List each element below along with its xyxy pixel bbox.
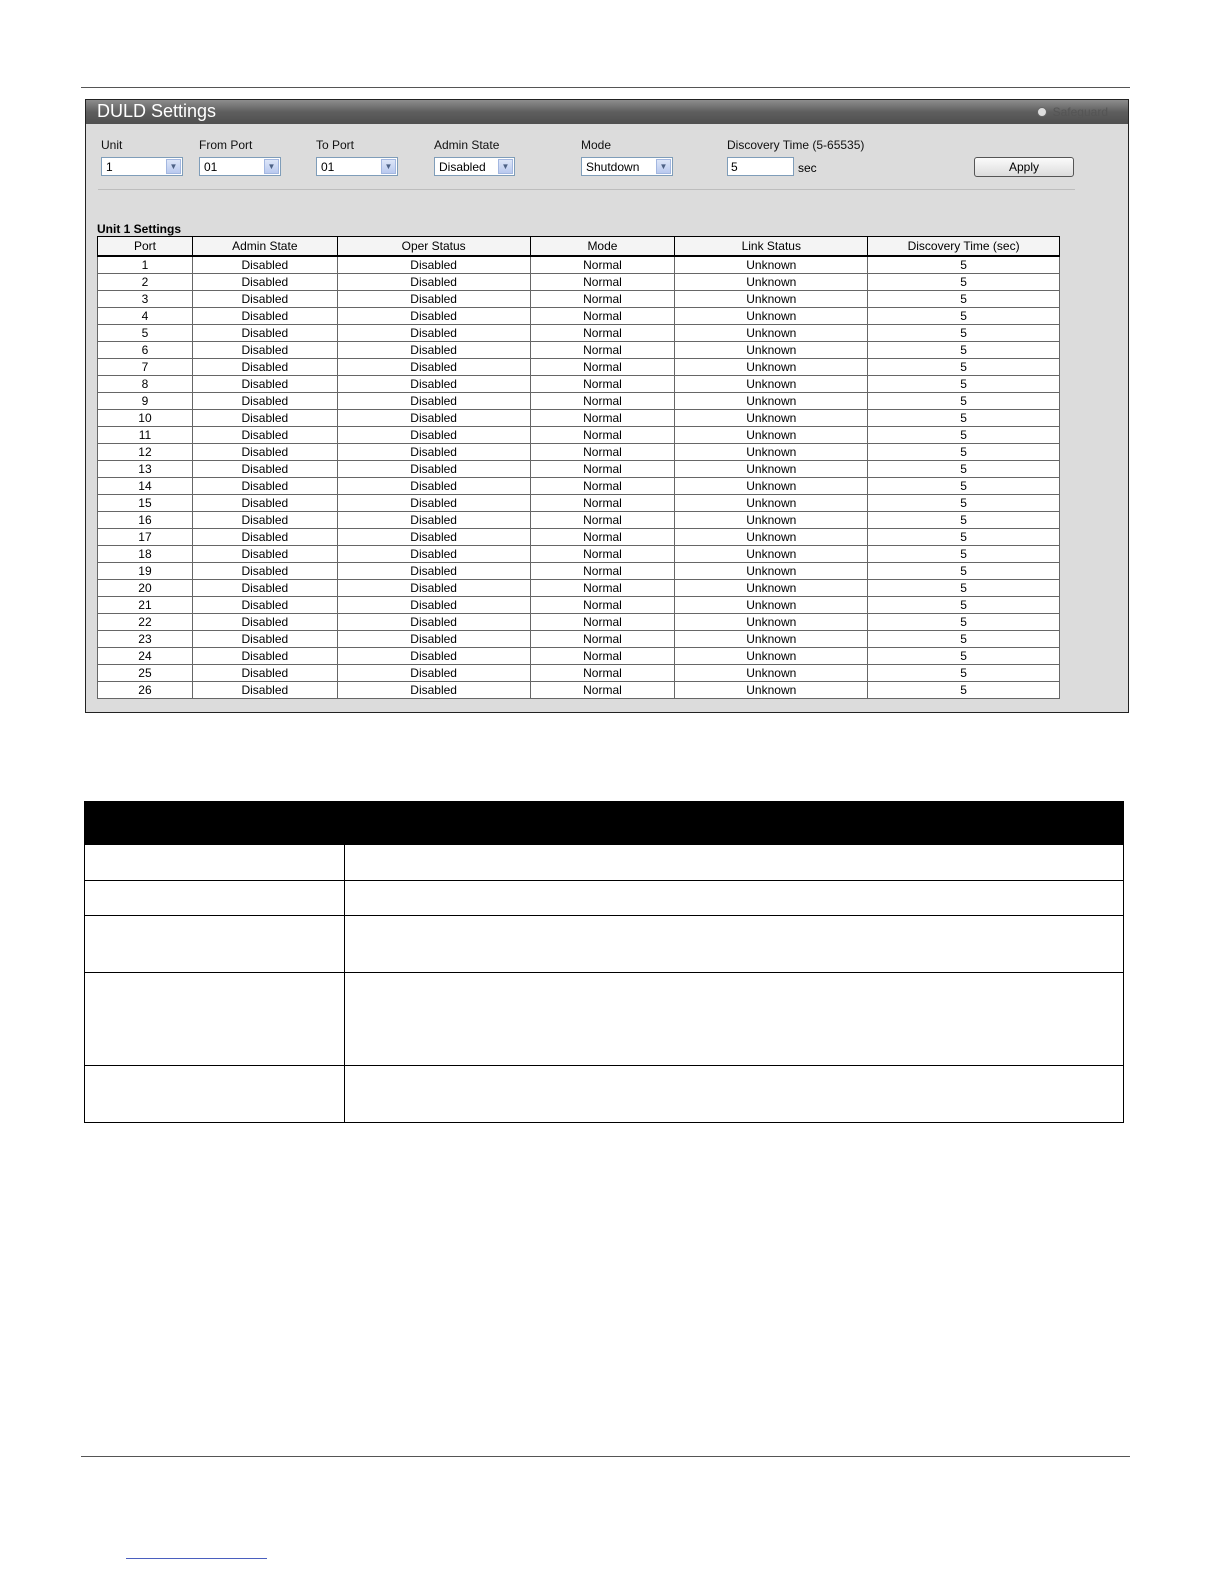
cell-admin-state: Disabled xyxy=(192,597,337,614)
cell-link-status: Unknown xyxy=(675,308,868,325)
chevron-down-icon[interactable]: ▼ xyxy=(498,159,513,174)
cell-oper-status: Disabled xyxy=(337,597,530,614)
cell-admin-state: Disabled xyxy=(192,410,337,427)
cell-admin-state: Disabled xyxy=(192,291,337,308)
cell-admin-state: Disabled xyxy=(192,444,337,461)
cell-mode: Normal xyxy=(530,580,675,597)
table-row xyxy=(98,512,1060,529)
cell-mode: Normal xyxy=(530,342,675,359)
mode-select-value: Shutdown xyxy=(586,160,640,174)
cell-discovery-time: 5 xyxy=(868,580,1060,597)
safeguard-icon xyxy=(1037,107,1047,117)
cell-admin-state: Disabled xyxy=(192,546,337,563)
cell-oper-status: Disabled xyxy=(337,682,530,699)
cell-admin-state: Disabled xyxy=(192,256,337,274)
cell-admin-state: Disabled xyxy=(192,325,337,342)
cell-discovery-time: 5 xyxy=(868,359,1060,376)
table-row xyxy=(98,410,1060,427)
cell-oper-status: Disabled xyxy=(337,444,530,461)
panel-title: DULD Settings xyxy=(97,101,217,121)
table-row xyxy=(98,274,1060,291)
description-row xyxy=(85,1066,1124,1123)
cell-oper-status: Disabled xyxy=(337,376,530,393)
cell-link-status: Unknown xyxy=(675,444,868,461)
cell-link-status: Unknown xyxy=(675,648,868,665)
cell-link-status: Unknown xyxy=(675,359,868,376)
cell-port: 23 xyxy=(98,631,193,648)
cell-link-status: Unknown xyxy=(675,325,868,342)
table-row xyxy=(98,325,1060,342)
cell-admin-state: Disabled xyxy=(192,308,337,325)
duld-port-table xyxy=(97,236,1060,699)
cell-oper-status: Disabled xyxy=(337,580,530,597)
cell-port: 11 xyxy=(98,427,193,444)
cell-discovery-time: 5 xyxy=(868,512,1060,529)
cell-discovery-time: 5 xyxy=(868,631,1060,648)
cell-port: 21 xyxy=(98,597,193,614)
description-table xyxy=(84,801,1124,1123)
cell-mode: Normal xyxy=(530,359,675,376)
safeguard-label: Safeguard xyxy=(1052,105,1108,119)
table-row xyxy=(98,427,1060,444)
column-header-admin-state: Admin State xyxy=(192,237,337,257)
cell-link-status: Unknown xyxy=(675,580,868,597)
to-port-select-value: 01 xyxy=(321,160,335,174)
cell-link-status: Unknown xyxy=(675,529,868,546)
cell-discovery-time: 5 xyxy=(868,308,1060,325)
description-row xyxy=(85,973,1124,1066)
admin-state-label: Admin State xyxy=(434,138,500,152)
cell-oper-status: Disabled xyxy=(337,512,530,529)
discovery-time-input[interactable] xyxy=(727,157,794,176)
cell-oper-status: Disabled xyxy=(337,308,530,325)
table-row xyxy=(98,256,1060,274)
cell-mode: Normal xyxy=(530,614,675,631)
column-header-discovery-time: Discovery Time (sec) xyxy=(868,237,1060,257)
cell-oper-status: Disabled xyxy=(337,614,530,631)
cell-port: 9 xyxy=(98,393,193,410)
cell-mode: Normal xyxy=(530,427,675,444)
cell-mode: Normal xyxy=(530,597,675,614)
cell-discovery-time: 5 xyxy=(868,682,1060,699)
cell-mode: Normal xyxy=(530,444,675,461)
cell-link-status: Unknown xyxy=(675,342,868,359)
cell-link-status: Unknown xyxy=(675,461,868,478)
cell-port: 19 xyxy=(98,563,193,580)
cell-discovery-time: 5 xyxy=(868,427,1060,444)
bottom-rule xyxy=(81,1456,1130,1457)
cell-admin-state: Disabled xyxy=(192,393,337,410)
cell-port: 12 xyxy=(98,444,193,461)
description-row xyxy=(85,845,1124,881)
cell-discovery-time: 5 xyxy=(868,444,1060,461)
cell-admin-state: Disabled xyxy=(192,648,337,665)
cell-link-status: Unknown xyxy=(675,256,868,274)
table-row xyxy=(98,597,1060,614)
cell-port: 25 xyxy=(98,665,193,682)
cell-oper-status: Disabled xyxy=(337,427,530,444)
table-row xyxy=(98,665,1060,682)
unit-settings-title: Unit 1 Settings xyxy=(97,222,182,236)
cell-link-status: Unknown xyxy=(675,376,868,393)
discovery-time-unit: sec xyxy=(798,161,817,175)
cell-link-status: Unknown xyxy=(675,512,868,529)
cell-admin-state: Disabled xyxy=(192,359,337,376)
cell-mode: Normal xyxy=(530,376,675,393)
cell-oper-status: Disabled xyxy=(337,529,530,546)
cell-port: 3 xyxy=(98,291,193,308)
cell-link-status: Unknown xyxy=(675,495,868,512)
description-row xyxy=(85,916,1124,973)
table-row xyxy=(98,359,1060,376)
cell-mode: Normal xyxy=(530,308,675,325)
cell-oper-status: Disabled xyxy=(337,546,530,563)
cell-discovery-time: 5 xyxy=(868,461,1060,478)
cell-admin-state: Disabled xyxy=(192,495,337,512)
cell-discovery-time: 5 xyxy=(868,393,1060,410)
chevron-down-icon[interactable]: ▼ xyxy=(381,159,396,174)
cell-oper-status: Disabled xyxy=(337,325,530,342)
cell-port: 1 xyxy=(98,256,193,274)
table-row xyxy=(98,563,1060,580)
cell-mode: Normal xyxy=(530,563,675,580)
to-port-label: To Port xyxy=(316,138,355,152)
table-row xyxy=(98,631,1060,648)
unit-select[interactable] xyxy=(101,157,183,176)
table-row xyxy=(98,546,1060,563)
table-row xyxy=(98,461,1060,478)
cell-discovery-time: 5 xyxy=(868,256,1060,274)
safeguard-indicator xyxy=(1037,105,1108,119)
cell-mode: Normal xyxy=(530,393,675,410)
cell-link-status: Unknown xyxy=(675,291,868,308)
cell-mode: Normal xyxy=(530,461,675,478)
cell-oper-status: Disabled xyxy=(337,461,530,478)
cell-port: 24 xyxy=(98,648,193,665)
chevron-down-icon[interactable]: ▼ xyxy=(264,159,279,174)
cell-port: 4 xyxy=(98,308,193,325)
top-rule xyxy=(81,87,1130,88)
cell-mode: Normal xyxy=(530,546,675,563)
cell-discovery-time: 5 xyxy=(868,529,1060,546)
cell-link-status: Unknown xyxy=(675,631,868,648)
cell-discovery-time: 5 xyxy=(868,614,1060,631)
cell-admin-state: Disabled xyxy=(192,274,337,291)
cell-link-status: Unknown xyxy=(675,597,868,614)
cell-admin-state: Disabled xyxy=(192,512,337,529)
cell-link-status: Unknown xyxy=(675,614,868,631)
cell-mode: Normal xyxy=(530,512,675,529)
cell-mode: Normal xyxy=(530,291,675,308)
cell-discovery-time: 5 xyxy=(868,325,1060,342)
cell-mode: Normal xyxy=(530,495,675,512)
table-row xyxy=(98,444,1060,461)
cell-discovery-time: 5 xyxy=(868,376,1060,393)
cell-discovery-time: 5 xyxy=(868,597,1060,614)
cell-link-status: Unknown xyxy=(675,665,868,682)
from-port-select-value: 01 xyxy=(204,160,218,174)
cell-port: 17 xyxy=(98,529,193,546)
cell-port: 26 xyxy=(98,682,193,699)
admin-state-select[interactable] xyxy=(434,157,515,176)
cell-link-status: Unknown xyxy=(675,393,868,410)
cell-oper-status: Disabled xyxy=(337,631,530,648)
cell-admin-state: Disabled xyxy=(192,376,337,393)
cell-port: 2 xyxy=(98,274,193,291)
table-row xyxy=(98,495,1060,512)
discovery-time-label: Discovery Time (5-65535) xyxy=(727,138,865,152)
table-row xyxy=(98,393,1060,410)
cell-link-status: Unknown xyxy=(675,563,868,580)
cell-port: 20 xyxy=(98,580,193,597)
cell-admin-state: Disabled xyxy=(192,665,337,682)
panel-header xyxy=(86,100,1128,124)
table-row xyxy=(98,478,1060,495)
cell-discovery-time: 5 xyxy=(868,410,1060,427)
mode-select[interactable] xyxy=(581,157,673,176)
cell-oper-status: Disabled xyxy=(337,410,530,427)
to-port-select[interactable] xyxy=(316,157,398,176)
cell-link-status: Unknown xyxy=(675,478,868,495)
description-header-row xyxy=(85,802,1124,845)
cell-port: 18 xyxy=(98,546,193,563)
unit-select-value: 1 xyxy=(106,160,113,174)
cell-admin-state: Disabled xyxy=(192,631,337,648)
column-header-oper-status: Oper Status xyxy=(337,237,530,257)
cell-discovery-time: 5 xyxy=(868,495,1060,512)
cell-discovery-time: 5 xyxy=(868,342,1060,359)
cell-link-status: Unknown xyxy=(675,274,868,291)
cell-port: 10 xyxy=(98,410,193,427)
table-row xyxy=(98,648,1060,665)
from-port-select[interactable] xyxy=(199,157,281,176)
cell-link-status: Unknown xyxy=(675,427,868,444)
chevron-down-icon[interactable]: ▼ xyxy=(656,159,671,174)
cell-mode: Normal xyxy=(530,410,675,427)
cell-discovery-time: 5 xyxy=(868,478,1060,495)
cell-oper-status: Disabled xyxy=(337,648,530,665)
chevron-down-icon[interactable]: ▼ xyxy=(166,159,181,174)
cell-mode: Normal xyxy=(530,665,675,682)
cell-admin-state: Disabled xyxy=(192,580,337,597)
cell-oper-status: Disabled xyxy=(337,359,530,376)
duld-settings-panel xyxy=(85,99,1129,713)
admin-state-select-value: Disabled xyxy=(439,160,486,174)
cell-discovery-time: 5 xyxy=(868,546,1060,563)
cell-oper-status: Disabled xyxy=(337,291,530,308)
cell-mode: Normal xyxy=(530,631,675,648)
cell-port: 15 xyxy=(98,495,193,512)
cell-admin-state: Disabled xyxy=(192,342,337,359)
cell-oper-status: Disabled xyxy=(337,665,530,682)
cell-admin-state: Disabled xyxy=(192,478,337,495)
cell-link-status: Unknown xyxy=(675,682,868,699)
table-row xyxy=(98,291,1060,308)
cell-mode: Normal xyxy=(530,478,675,495)
cell-admin-state: Disabled xyxy=(192,529,337,546)
cell-admin-state: Disabled xyxy=(192,682,337,699)
table-row xyxy=(98,308,1060,325)
cell-port: 8 xyxy=(98,376,193,393)
from-port-label: From Port xyxy=(199,138,253,152)
cell-port: 14 xyxy=(98,478,193,495)
table-row xyxy=(98,529,1060,546)
cell-link-status: Unknown xyxy=(675,410,868,427)
cell-mode: Normal xyxy=(530,256,675,274)
cell-oper-status: Disabled xyxy=(337,342,530,359)
cell-link-status: Unknown xyxy=(675,546,868,563)
cell-port: 22 xyxy=(98,614,193,631)
cell-port: 6 xyxy=(98,342,193,359)
table-row xyxy=(98,342,1060,359)
cell-oper-status: Disabled xyxy=(337,393,530,410)
cell-mode: Normal xyxy=(530,274,675,291)
cell-admin-state: Disabled xyxy=(192,461,337,478)
column-header-mode: Mode xyxy=(530,237,675,257)
cell-mode: Normal xyxy=(530,682,675,699)
cell-port: 5 xyxy=(98,325,193,342)
cell-mode: Normal xyxy=(530,648,675,665)
cell-oper-status: Disabled xyxy=(337,563,530,580)
cell-port: 13 xyxy=(98,461,193,478)
table-row xyxy=(98,682,1060,699)
footer-link-underline xyxy=(126,1558,267,1559)
table-row xyxy=(98,614,1060,631)
description-header xyxy=(85,802,1124,845)
column-header-port: Port xyxy=(98,237,193,257)
table-row xyxy=(98,376,1060,393)
cell-port: 16 xyxy=(98,512,193,529)
cell-admin-state: Disabled xyxy=(192,427,337,444)
cell-discovery-time: 5 xyxy=(868,648,1060,665)
cell-oper-status: Disabled xyxy=(337,274,530,291)
table-header-row xyxy=(98,237,1060,257)
column-header-link-status: Link Status xyxy=(675,237,868,257)
cell-mode: Normal xyxy=(530,529,675,546)
cell-mode: Normal xyxy=(530,325,675,342)
cell-discovery-time: 5 xyxy=(868,563,1060,580)
mode-label: Mode xyxy=(581,138,612,152)
unit-label: Unit xyxy=(101,138,123,152)
cell-oper-status: Disabled xyxy=(337,478,530,495)
cell-port: 7 xyxy=(98,359,193,376)
cell-discovery-time: 5 xyxy=(868,665,1060,682)
apply-button[interactable]: Apply xyxy=(974,157,1074,177)
cell-admin-state: Disabled xyxy=(192,614,337,631)
cell-oper-status: Disabled xyxy=(337,495,530,512)
cell-admin-state: Disabled xyxy=(192,563,337,580)
description-row xyxy=(85,881,1124,916)
cell-discovery-time: 5 xyxy=(868,274,1060,291)
cell-oper-status: Disabled xyxy=(337,256,530,274)
cell-discovery-time: 5 xyxy=(868,291,1060,308)
table-row xyxy=(98,580,1060,597)
divider xyxy=(98,189,1075,190)
